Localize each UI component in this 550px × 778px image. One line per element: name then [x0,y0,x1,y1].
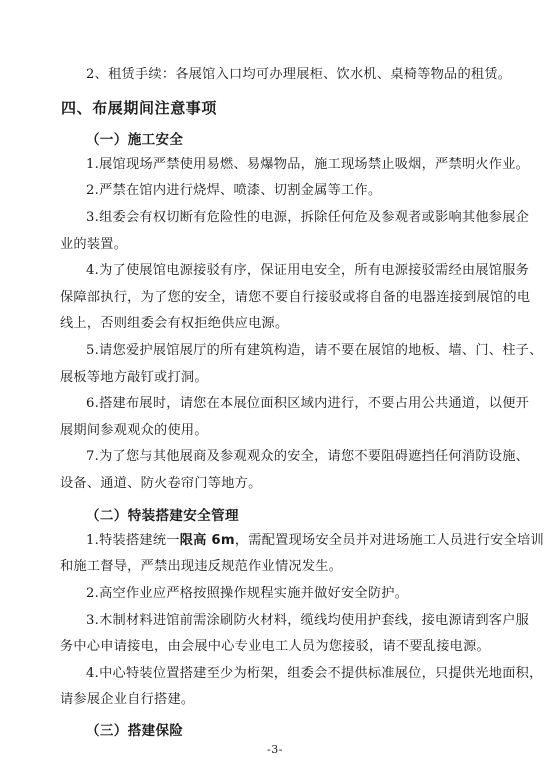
paragraph-item-7-line-1: 7.为了您与其他展商及参观观众的安全，请您不要阻碍遮挡任何消防设施、 [86,449,530,464]
paragraph-item-4-line-1: 4.为了使展馆电源接驳有序，保证用电安全，所有电源接驳需经由展馆服务 [86,263,530,278]
paragraph-special-item-1-line-2: 和施工督导，严禁出现违反规范作业情况发生。 [60,559,343,574]
subsection-heading-special-build-safety: （二）特装搭建安全管理 [86,508,239,524]
paragraph-item-5-line-2: 展板等地方敲钉或打洞。 [60,370,208,385]
paragraph-item-5-line-1: 5.请您爱护展馆展厅的所有建筑构造，请不要在展馆的地板、墙、门、柱子、 [86,343,543,358]
paragraph-item-3-line-2: 业的装置。 [60,237,128,252]
paragraph-special-item-3-line-1: 3.木制材料进馆前需涂刷防火材料，缆线均使用护套线，接电源请到客户服 [86,613,530,628]
subsection-heading-build-insurance: （三）搭建保险 [86,723,184,739]
paragraph-special-item-1-line-1 [86,532,544,550]
paragraph-item-2: 2.严禁在馆内进行烧焊、喷漆、切割金属等工作。 [86,183,382,198]
paragraph-item-6-line-1: 6.搭建布展时，请您在本展位面积区域内进行，不要占用公共通道，以便开 [86,396,530,411]
page-number: -3- [267,743,283,756]
paragraph-item-7-line-2: 设备、通道、防火卷帘门等地方。 [60,476,262,491]
paragraph-special-item-4-line-1: 4.中心特装位置搭建至少为桁架，组委会不提供标准展位，只提供光地面积， [86,666,543,681]
paragraph-item-1: 1.展馆现场严禁使用易燃、易爆物品，施工现场禁止吸烟，严禁明火作业。 [86,157,530,172]
height-limit-highlight: 限高 6m [179,533,235,548]
special-item-1-suffix: ，需配置现场安全员并对进场施工人员进行安全培训 [234,533,544,548]
paragraph-special-item-2: 2.高空作业应严格按照操作规程实施并做好安全防护。 [86,586,409,601]
paragraph-rental-procedure: 2、租赁手续：各展馆入口均可办理展柜、饮水机、桌椅等物品的租赁。 [86,67,512,82]
special-item-1-prefix: 1.特装搭建统一 [86,533,180,548]
subsection-heading-construction-safety: （一）施工安全 [86,132,184,148]
paragraph-item-4-line-3: 线上，否则组委会有权拒绝供应电源。 [60,316,289,331]
paragraph-item-3-line-1: 3.组委会有权切断有危险性的电源，拆除任何危及参观者或影响其他参展企 [86,210,530,225]
paragraph-special-item-4-line-2: 请参展企业自行搭建。 [60,692,195,707]
paragraph-item-4-line-2: 保障部执行，为了您的安全，请您不要自行接驳或将自备的电器连接到展馆的电 [60,290,531,305]
paragraph-item-6-line-2: 展期间参观观众的使用。 [60,423,208,438]
paragraph-special-item-3-line-2: 务中心申请接电，由会展中心专业电工人员为您接驳，请不要乱接电源。 [60,639,490,654]
section-heading-4: 四、布展期间注意事项 [61,99,218,117]
